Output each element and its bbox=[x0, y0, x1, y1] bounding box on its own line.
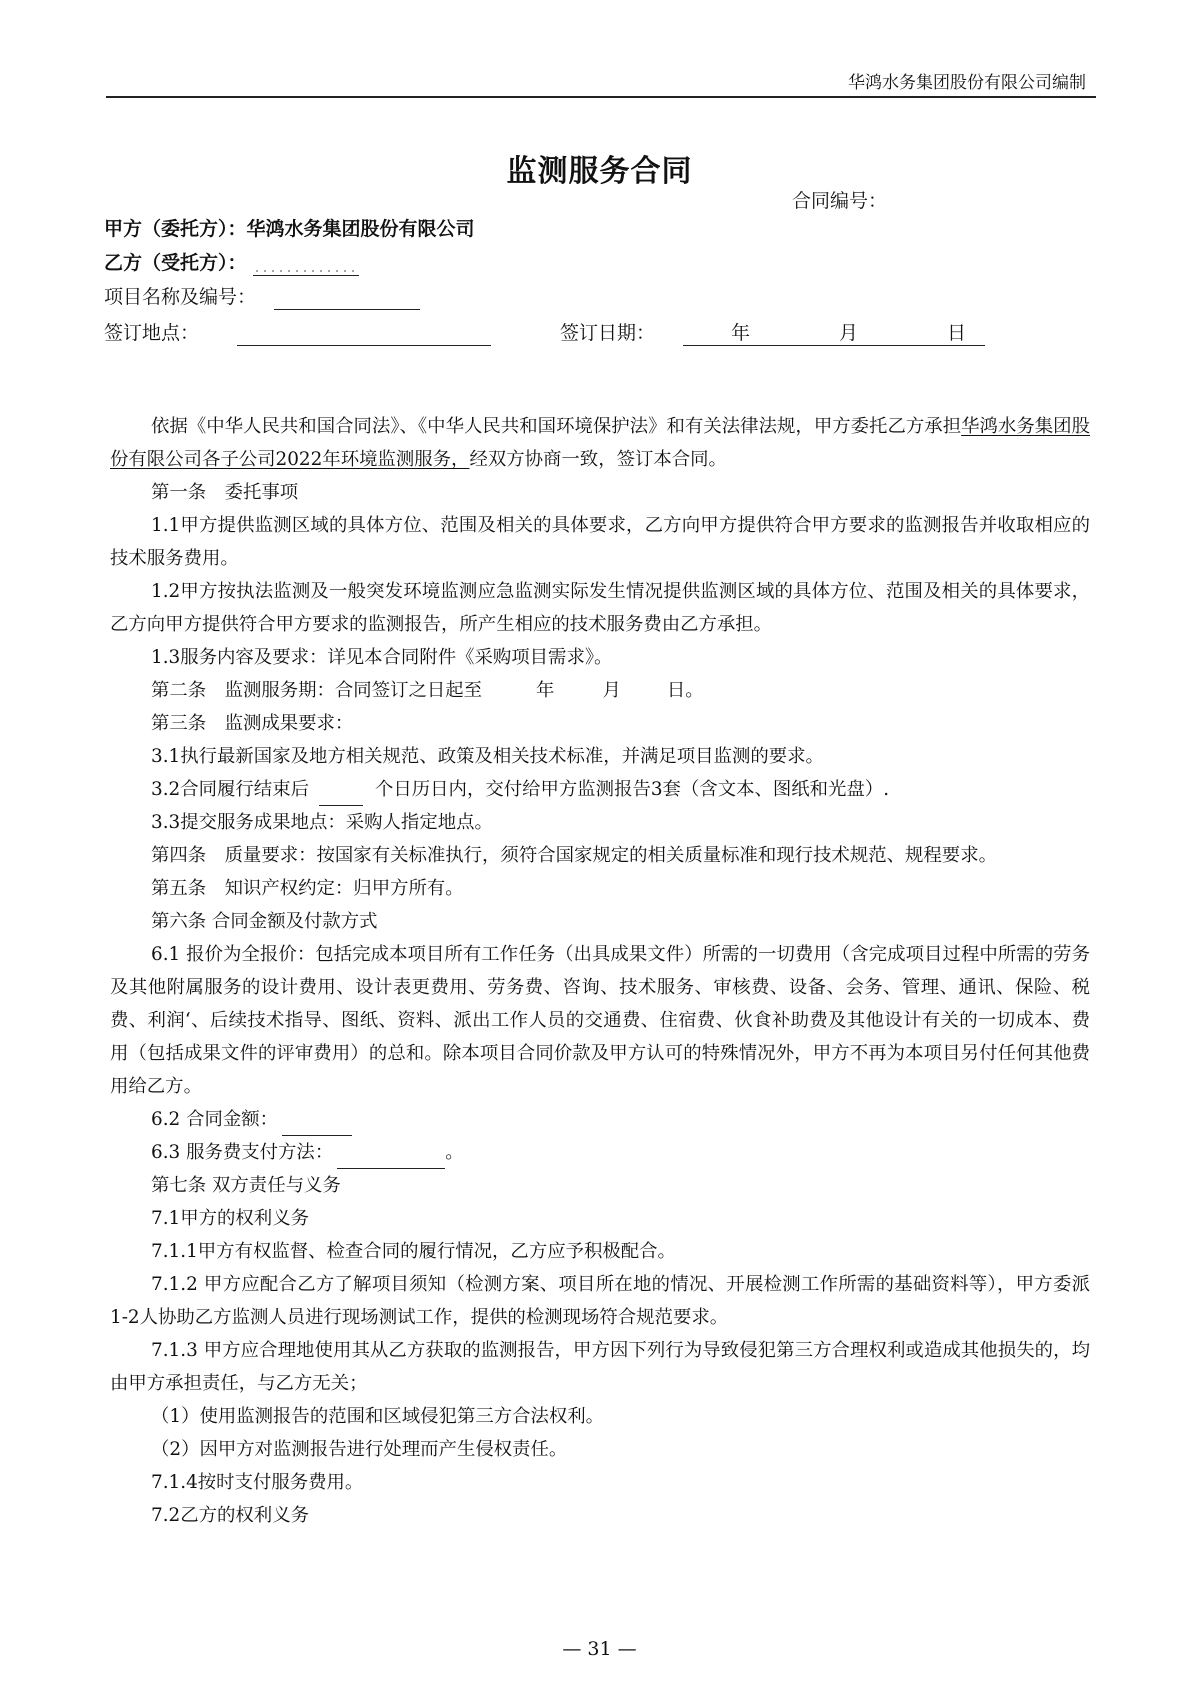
clause-1-2: 1.2甲方按执法监测及一般突发环境监测应急监测实际发生情况提供监测区域的具体方位、范围及相关的具体要求，乙方向甲方提供符合甲方要求的监测报告，所产生相应的技术服务费由乙方承担。 bbox=[110, 581, 1090, 635]
list-item: （1）使用监测报告的范围和区域侵犯第三方合法权利。 bbox=[151, 1406, 605, 1427]
sign-date-row bbox=[560, 320, 985, 346]
clause-7-1-4: 7.1.4按时支付服务费用。 bbox=[151, 1472, 364, 1493]
article-3: 第三条 监测成果要求： bbox=[151, 713, 354, 734]
article-2-day: 日。 bbox=[666, 680, 704, 701]
clause-3-2 bbox=[110, 773, 1090, 806]
party-a-value: 华鸿水务集团股份有限公司 bbox=[246, 218, 475, 240]
intro-pre: 依据《中华人民共和国合同法》、《中华人民共和国环境保护法》和有关法律法规，甲方委托乙方承担 bbox=[151, 416, 962, 437]
clause-1-1: 1.1甲方提供监测区域的具体方位、范围及相关的具体要求，乙方向甲方提供符合甲方要求的监测报告并收取相应的技术服务费用。 bbox=[110, 515, 1090, 569]
sign-place-blank[interactable] bbox=[237, 325, 491, 346]
sign-date-blank[interactable] bbox=[683, 323, 985, 346]
payment-method-blank[interactable] bbox=[337, 1147, 445, 1169]
article-7: 第七条 双方责任与义务 bbox=[151, 1175, 341, 1196]
intro-project: 华鸿水务集团股份有限公司各子公司2022年环境监测服务， bbox=[110, 416, 1090, 470]
party-b bbox=[104, 250, 359, 276]
page-header bbox=[106, 64, 1096, 98]
clause-7-1-1: 7.1.1甲方有权监督、检查合同的履行情况，乙方应予积极配合。 bbox=[151, 1241, 676, 1262]
article-2-month: 月 bbox=[602, 680, 621, 701]
party-b-label: 乙方（受托方）： bbox=[104, 252, 247, 274]
article-2 bbox=[110, 674, 1090, 707]
clause-7-1-2: 7.1.2 甲方应配合乙方了解项目须知（检测方案、项目所在地的情况、开展检测工作所需的基础资料等），甲方委派1-2人协助乙方监测人员进行现场测试工作，提供的检测现场符合规范要求。 bbox=[110, 1274, 1090, 1328]
clause-1-3: 1.3服务内容及要求：详见本合同附件《采购项目需求》。 bbox=[151, 647, 613, 668]
contract-body bbox=[110, 410, 1090, 1532]
project-label: 项目名称及编号： bbox=[104, 286, 257, 308]
intro-paragraph bbox=[110, 410, 1090, 476]
contract-no-label: 合同编号： bbox=[792, 190, 888, 212]
sign-place-label: 签订地点： bbox=[104, 322, 200, 344]
sign-place-row bbox=[104, 320, 491, 346]
clause-6-3-post: 。 bbox=[445, 1142, 464, 1163]
sign-date-day: 日 bbox=[947, 322, 967, 344]
page-title: 监测服务合同 bbox=[506, 154, 693, 189]
clause-3-3: 3.3提交服务成果地点：采购人指定地点。 bbox=[151, 812, 493, 833]
clause-7-1-3: 7.1.3 甲方应合理地使用其从乙方获取的监测报告，甲方因下列行为导致侵犯第三方合理权利或造成其他损失的，均由甲方承担责任，与乙方无关； bbox=[110, 1340, 1090, 1394]
article-6: 第六条 合同金额及付款方式 bbox=[151, 911, 378, 932]
clause-6-3 bbox=[110, 1136, 1090, 1169]
list-item: （2）因甲方对监测报告进行处理而产生侵权责任。 bbox=[151, 1439, 568, 1460]
days-blank[interactable] bbox=[319, 784, 363, 806]
page-number: — 31 — bbox=[562, 1638, 637, 1660]
clause-6-2-text: 6.2 合同金额： bbox=[151, 1109, 279, 1130]
intro-post: 经双方协商一致，签订本合同。 bbox=[469, 449, 727, 470]
sign-date-month: 月 bbox=[839, 322, 859, 344]
clause-3-2-pre: 3.2合同履行结束后 bbox=[151, 779, 309, 800]
article-1: 第一条 委托事项 bbox=[151, 482, 299, 503]
project-blank[interactable] bbox=[274, 289, 420, 310]
clause-3-1: 3.1执行最新国家及地方相关规范、政策及相关技术标准，并满足项目监测的要求。 bbox=[151, 746, 824, 767]
party-b-blank[interactable] bbox=[253, 255, 359, 276]
project-row bbox=[104, 284, 420, 310]
party-a bbox=[104, 216, 475, 242]
article-2-pre: 第二条 监测服务期：合同签订之日起至 bbox=[151, 680, 483, 701]
article-4: 第四条 质量要求：按国家有关标准执行，须符合国家规定的相关质量标准和现行技术规范、规程要求。 bbox=[151, 845, 997, 866]
article-5: 第五条 知识产权约定：归甲方所有。 bbox=[151, 878, 464, 899]
clause-7-2: 7.2乙方的权利义务 bbox=[151, 1505, 309, 1526]
clause-7-1: 7.1甲方的权利义务 bbox=[151, 1208, 309, 1229]
party-a-label: 甲方（委托方）： bbox=[104, 218, 247, 240]
article-2-year: 年 bbox=[536, 680, 555, 701]
clause-6-2 bbox=[110, 1103, 1090, 1136]
header-org: 华鸿水务集团股份有限公司编制 bbox=[848, 73, 1086, 93]
amount-blank[interactable] bbox=[282, 1114, 352, 1136]
sign-date-label: 签订日期： bbox=[560, 322, 656, 344]
clause-6-1: 6.1 报价为全报价：包括完成本项目所有工作任务（出具成果文件）所需的一切费用（含完成项目过程中所需的劳务及其他附属服务的设计费用、设计表更费用、劳务费、咨询、技术服务、审核费、设备、会务、管理、通讯、保险、税费、利润‘、后续技术指导、图纸、资料、派出工作人员的交通费、住宿费、伙食补助费及其他设计有关的一切成本、费用（包括成果文件的评审费用）的总和。除本项目合同价款及甲方认可的特殊情况外，甲方不再为本项目另付任何其他费用给乙方。 bbox=[110, 944, 1090, 1097]
clause-3-2-post: 个日历日内，交付给甲方监测报告3套（含文本、图纸和光盘）. bbox=[374, 779, 890, 800]
sign-date-year: 年 bbox=[731, 322, 751, 344]
clause-6-3-pre: 6.3 服务费支付方法： bbox=[151, 1142, 334, 1163]
